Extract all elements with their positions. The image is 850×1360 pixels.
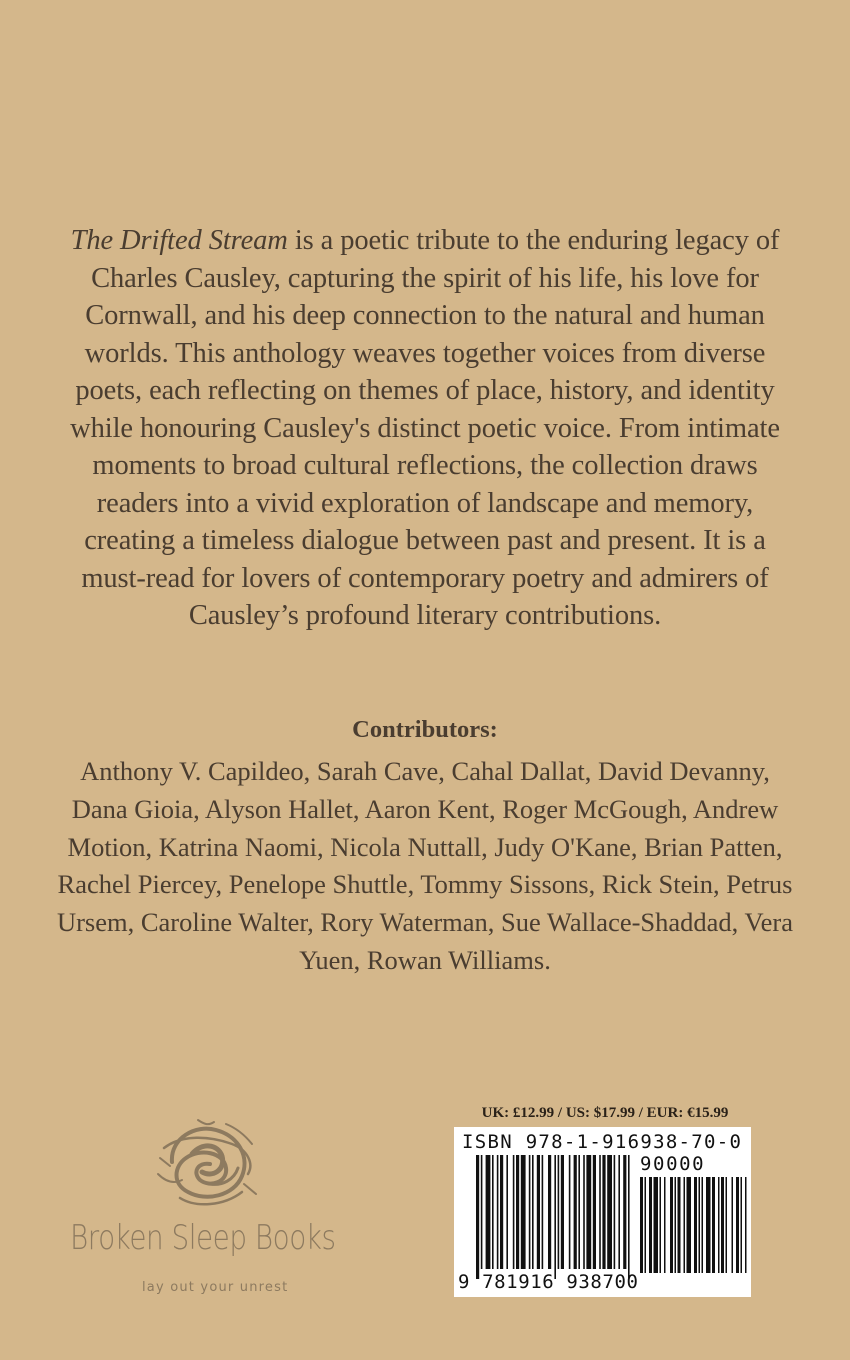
publisher-name: Broken Sleep Books	[70, 1218, 336, 1258]
addon-code: 90000	[640, 1153, 706, 1175]
scribble-logo-icon	[152, 1114, 262, 1210]
barcode-panel	[454, 1127, 751, 1297]
contributors-heading: Contributors:	[352, 716, 498, 743]
publisher-tagline: lay out your unrest	[142, 1280, 289, 1295]
isbn-label: ISBN 978-1-916938-70-0	[462, 1131, 743, 1153]
book-title: The Drifted Stream	[70, 225, 288, 256]
price-line: UK: £12.99 / US: $17.99 / EUR: €15.99	[481, 1105, 729, 1121]
blurb-text: is a poetic tribute to the enduring legacy of Charles Causley, capturing the spirit of his life, his love for Cornwall, and his deep connection to the natural and human worlds. This anthology weaves together voices from diverse poets, each reflecting on themes of place, history, and identity while honouring Causley's distinct poetic voice. From intimate moments to broad cultural reflections, the collection draws readers into a vivid exploration of landscape and memory, creating a timeless dialogue between past and present. It is a must-read for lovers of contemporary poetry and admirers of Causley’s profound literary contributions.	[70, 225, 780, 631]
contributors-list: Anthony V. Capildeo, Sarah Cave, Cahal Dallat, David Devanny, Dana Gioia, Alyson Hallet, Aaron Kent, Roger McGough, Andrew Motion, Katrina Naomi, Nicola Nuttall, Judy O'Kane, Brian Patten, Rachel Piercey, Penelope Shuttle, Tommy Sissons, Rick Stein, Petrus Ursem, Caroline Walter, Rory Waterman, Sue Wallace-Shaddad, Vera Yuen, Rowan Williams.	[56, 756, 794, 975]
book-blurb	[60, 222, 790, 635]
barcode-digits: 9 781916 938700	[458, 1271, 639, 1293]
publisher-logo	[70, 1108, 350, 1308]
